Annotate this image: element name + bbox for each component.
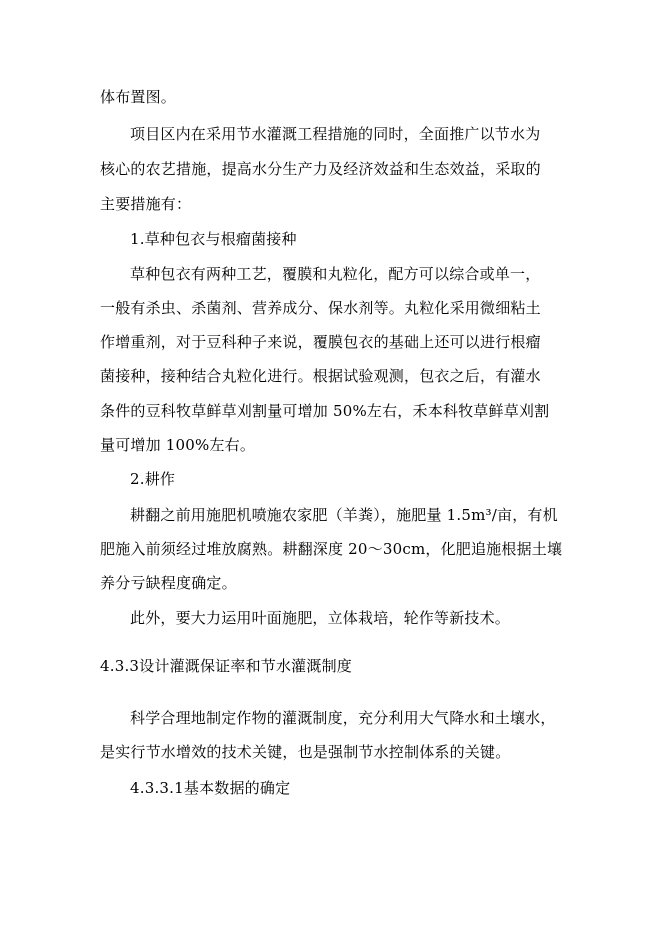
paragraph-line: 养分亏缺程度确定。 (100, 574, 237, 592)
subheading: 1.草种包衣与根瘤菌接种 (130, 230, 297, 248)
paragraph-line: 肥施入前须经过堆放腐熟。耕翻深度 20～30cm，化肥追施根据土壤 (100, 540, 563, 558)
paragraph-line: 项目区内在采用节水灌溉工程措施的同时，全面推广以节水为 (130, 125, 541, 143)
paragraph-line: 此外，要大力运用叶面施肥，立体栽培，轮作等新技术。 (130, 609, 511, 627)
paragraph-line: 条件的豆科牧草鲜草刈割量可增加 50%左右，禾本科牧草鲜草刈割 (100, 402, 550, 420)
section-subheading: 4.3.3.1基本数据的确定 (130, 779, 291, 797)
paragraph-line: 耕翻之前用施肥机喷施农家肥（羊粪），施肥量 1.5m³/亩，有机 (130, 506, 558, 524)
paragraph-line: 菌接种，接种结合丸粒化进行。根据试验观测，包衣之后，有灌水 (100, 367, 541, 385)
paragraph-line: 草种包衣有两种工艺，覆膜和丸粒化，配方可以综合或单一， (130, 265, 541, 283)
paragraph-line: 是实行节水增效的技术关键，也是强制节水控制体系的关键。 (100, 743, 511, 761)
section-heading: 4.3.3设计灌溉保证率和节水灌溉制度 (100, 657, 352, 675)
paragraph-line: 核心的农艺措施，提高水分生产力及经济效益和生态效益，采取的 (100, 160, 541, 178)
subheading: 2.耕作 (130, 470, 176, 488)
paragraph-line: 科学合理地制定作物的灌溉制度，充分利用大气降水和土壤水， (130, 709, 556, 727)
text-line: 体布置图。 (100, 88, 177, 106)
paragraph-line: 主要措施有： (100, 195, 192, 213)
paragraph-line: 一般有杀虫、杀菌剂、营养成分、保水剂等。丸粒化采用微细粘土 (100, 299, 541, 317)
paragraph-line: 量可增加 100%左右。 (100, 436, 256, 454)
paragraph-line: 作增重剂，对于豆科种子来说，覆膜包衣的基础上还可以进行根瘤 (100, 333, 541, 351)
